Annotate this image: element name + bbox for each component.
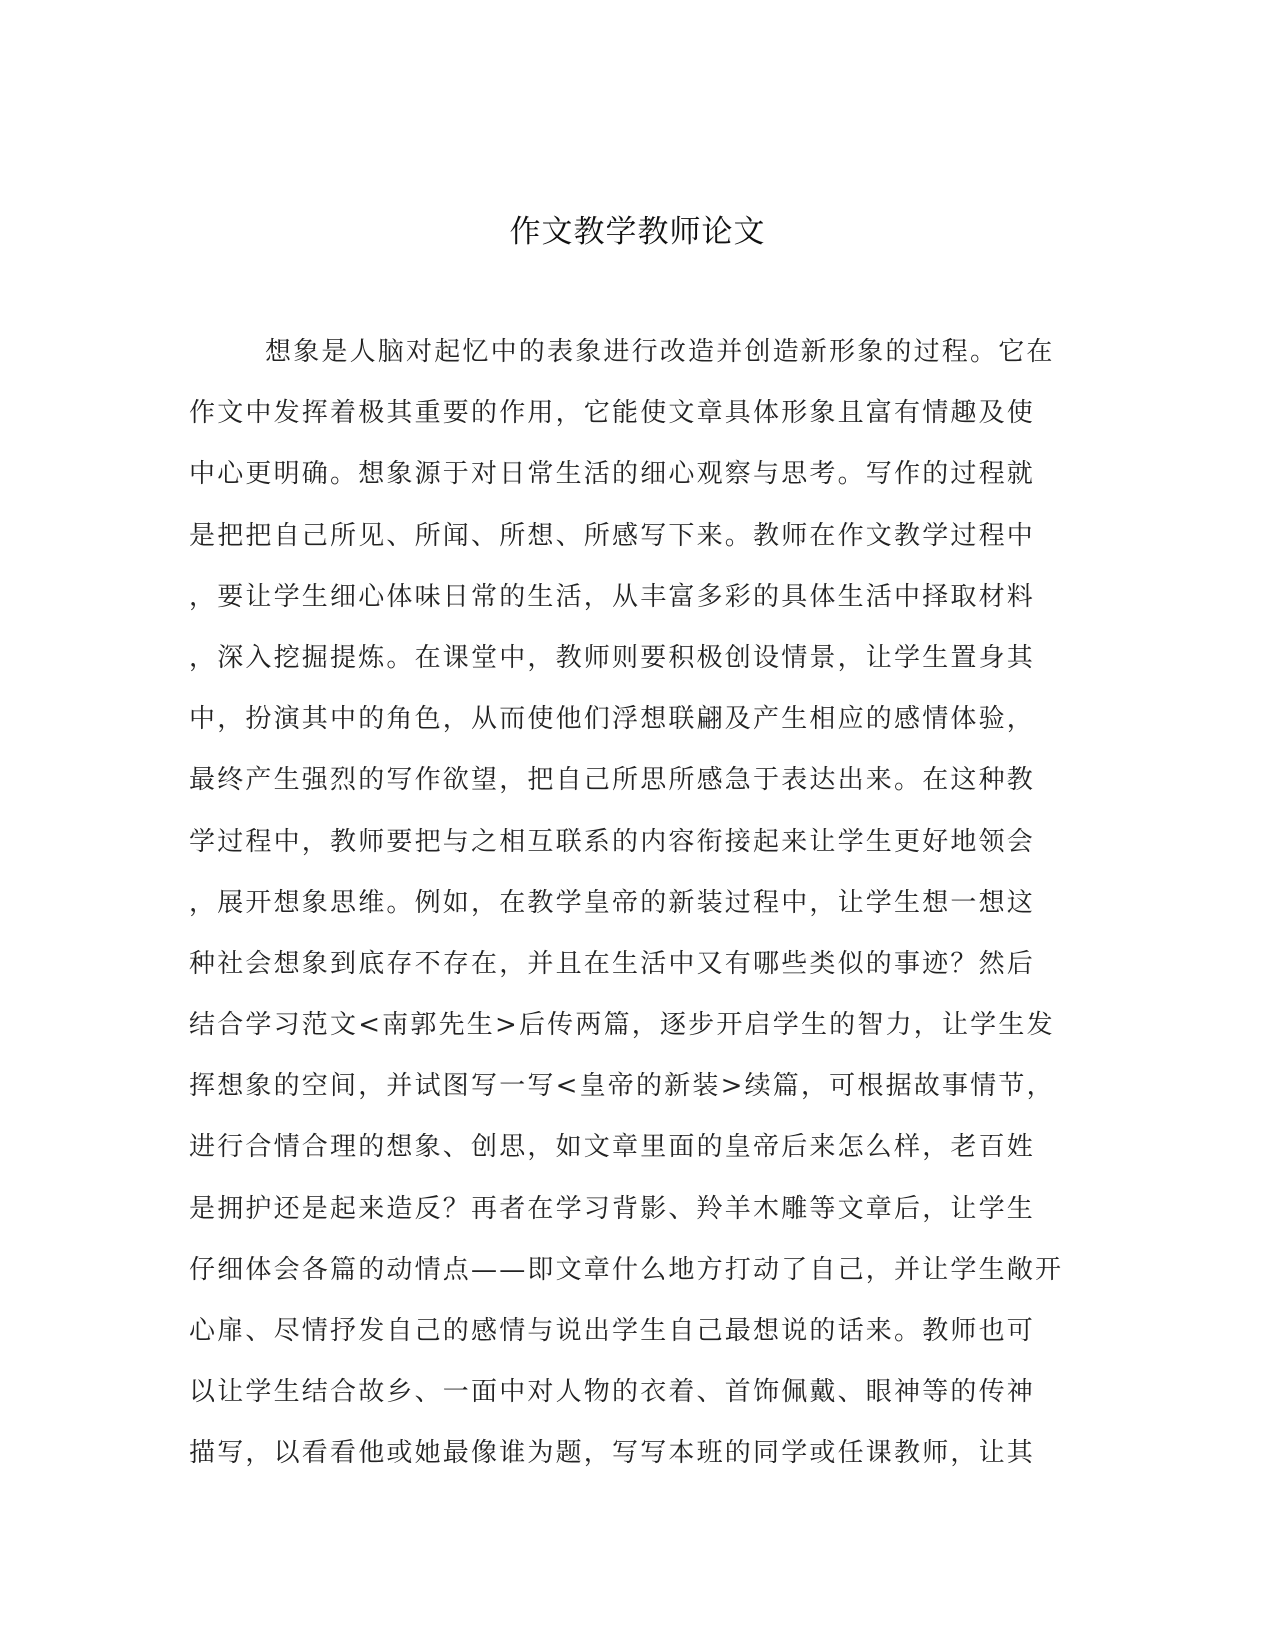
paragraph-line: ，展开想象思维。例如，在教学皇帝的新装过程中，让学生想一想这	[189, 887, 1036, 918]
paragraph-line: 以让学生结合故乡、一面中对人物的衣着、首饰佩戴、眼神等的传神	[189, 1377, 1036, 1408]
paragraph-line: 学过程中，教师要把与之相互联系的内容衔接起来让学生更好地领会	[189, 826, 1036, 857]
paragraph-line: 是拥护还是起来造反？再者在学习背影、羚羊木雕等文章后，让学生	[189, 1193, 1036, 1224]
paragraph-line: ，要让学生细心体味日常的生活，从丰富多彩的具体生活中择取材料	[189, 581, 1036, 612]
document-body	[189, 334, 1069, 1497]
paragraph-line: 结合学习范文<南郭先生>后传两篇，逐步开启学生的智力，让学生发	[189, 1010, 1055, 1041]
paragraph-line: 心扉、尽情抒发自己的感情与说出学生自己最想说的话来。教师也可	[189, 1316, 1036, 1346]
paragraph-line: 进行合情合理的想象、创思，如文章里面的皇帝后来怎么样，老百姓	[189, 1132, 1036, 1163]
paragraph-line: 想象是人脑对起忆中的表象进行改造并创造新形象的过程。它在	[265, 337, 1055, 367]
paragraph-line: 是把把自己所见、所闻、所想、所感写下来。教师在作文教学过程中	[189, 520, 1036, 551]
document-title: 作文教学教师论文	[509, 214, 766, 250]
paragraph-line: 种社会想象到底存不存在，并且在生活中又有哪些类似的事迹？然后	[189, 948, 1036, 979]
paragraph-line: 最终产生强烈的写作欲望，把自己所思所感急于表达出来。在这种教	[189, 765, 1036, 796]
paragraph-line: 作文中发挥着极其重要的作用，它能使文章具体形象且富有情趣及使	[189, 398, 1036, 429]
paragraph-line: 挥想象的空间，并试图写一写<皇帝的新装>续篇，可根据故事情节，	[189, 1071, 1055, 1102]
paragraph-line: ，深入挖掘提炼。在课堂中，教师则要积极创设情景，让学生置身其	[189, 642, 1036, 673]
paragraph-line: 描写，以看看他或她最像谁为题，写写本班的同学或任课教师，让其	[189, 1438, 1036, 1469]
paragraph-line: 中，扮演其中的角色，从而使他们浮想联翩及产生相应的感情体验，	[189, 704, 1036, 735]
paragraph-line: 仔细体会各篇的动情点——即文章什么地方打动了自己，并让学生敞开	[189, 1254, 1064, 1285]
paragraph-line: 中心更明确。想象源于对日常生活的细心观察与思考。写作的过程就	[189, 459, 1036, 490]
